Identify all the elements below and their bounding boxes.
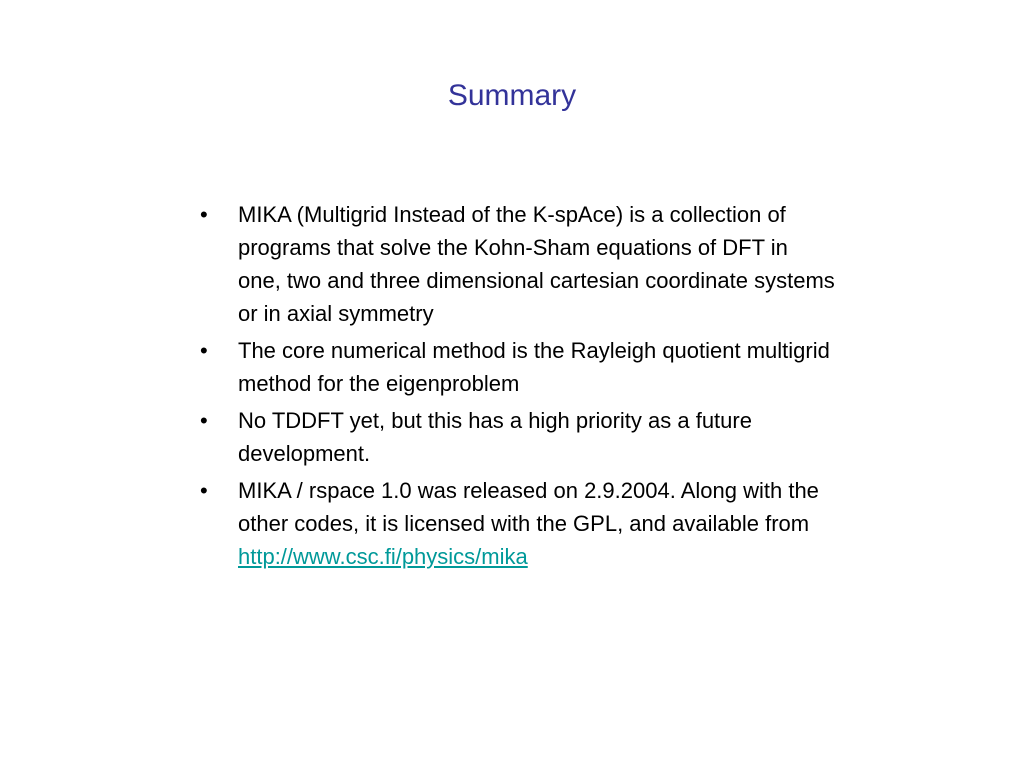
bullet-item-tddft [196,404,836,470]
bullet-list [196,198,836,577]
bullet-marker: • [200,202,208,227]
bullet-text: No TDDFT yet, but this has a high priority as a future development. [238,408,752,466]
bullet-text: MIKA (Multigrid Instead of the K-spAce) is a collection of programs that solve the Kohn-Sham equations of DFT in one, two and three dimensional cartesian coordinate systems or in axial symmetry [238,202,835,326]
bullet-item-core-method [196,334,836,400]
bullet-item-release [196,474,836,573]
bullet-item-mika-description [196,198,836,330]
bullet-marker: • [200,478,208,503]
slide-title: Summary [447,79,577,112]
bullet-marker: • [200,408,208,433]
bullet-marker: • [200,338,208,363]
bullet-text: MIKA / rspace 1.0 was released on 2.9.2004. Along with the other codes, it is licensed with the GPL, and available from [238,478,819,536]
bullet-text: The core numerical method is the Rayleigh quotient multigrid method for the eigenproblem [238,338,830,396]
mika-website-link[interactable]: http://www.csc.fi/physics/mika [238,544,528,569]
